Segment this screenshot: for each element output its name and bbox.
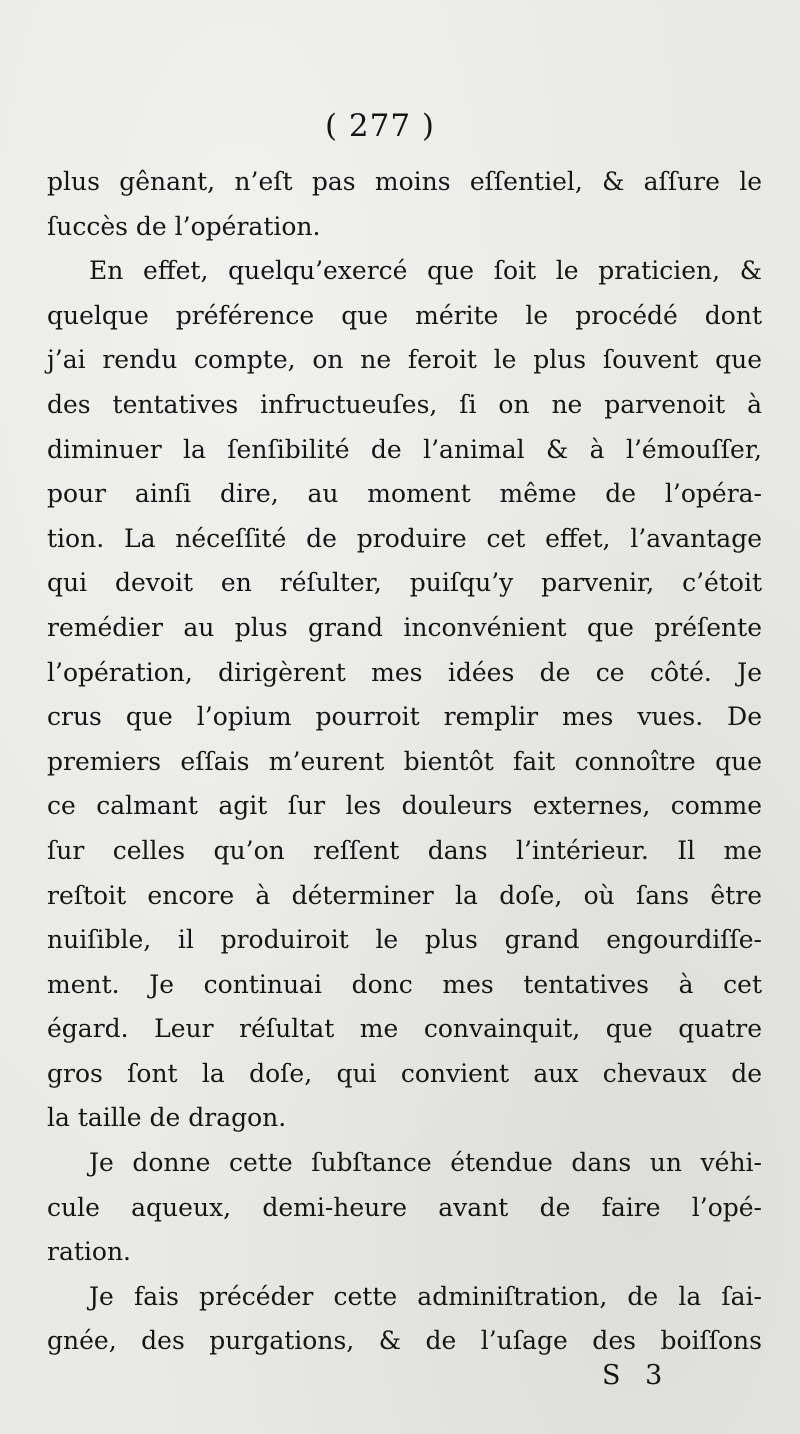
- text-line: l’opération, dirigèrent mes idées de ce côté. Je: [47, 657, 762, 687]
- text-line: des tentatives infructueuſes, ſi on ne parvenoit à: [47, 389, 762, 419]
- text-line: diminuer la ſenſibilité de l’animal & à l’émouſſer,: [47, 434, 762, 464]
- text-line: gros ſont la doſe, qui convient aux chevaux de: [47, 1058, 762, 1088]
- text-line: nuiſible, il produiroit le plus grand engourdiſſe-: [47, 925, 762, 955]
- body-text: [47, 160, 762, 1364]
- text-line: crus que l’opium pourroit remplir mes vues. De: [47, 702, 762, 732]
- text-line: tion. La néceſſité de produire cet effet, l’avantage: [47, 523, 762, 553]
- text-line: gnée, des purgations, & de l’uſage des boiſſons: [47, 1326, 762, 1356]
- paragraph-start-line: En effet, quelqu’exercé que ſoit le praticien, &: [89, 256, 762, 286]
- text-line: j’ai rendu compte, on ne feroit le plus ſouvent que: [47, 345, 762, 375]
- text-line: pour ainſi dire, au moment même de l’opéra-: [47, 479, 762, 509]
- text-line: ſur celles qu’on reſſent dans l’intérieur. Il me: [47, 835, 762, 865]
- text-line: remédier au plus grand inconvénient que préſente: [47, 612, 762, 642]
- text-line: quelque préférence que mérite le procédé dont: [47, 300, 762, 330]
- paragraph-start-line: Je fais précéder cette adminiſtration, de la ſai-: [89, 1281, 762, 1311]
- text-line: premiers eſſais m’eurent bientôt fait connoître que: [47, 746, 762, 776]
- text-line: égard. Leur réſultat me convainquit, que quatre: [47, 1014, 762, 1044]
- text-line: qui devoit en réſulter, puiſqu’y parvenir, c’étoit: [47, 568, 762, 598]
- text-line: ration.: [47, 1237, 131, 1267]
- text-line: ce calmant agit ſur les douleurs externes, comme: [47, 791, 762, 821]
- text-line: ment. Je continuai donc mes tentatives à cet: [47, 969, 762, 999]
- paragraph-start-line: Je donne cette ſubſtance étendue dans un véhi-: [89, 1148, 762, 1178]
- page-number: ( 277 ): [324, 108, 436, 144]
- text-line: plus gênant, n’eſt pas moins eſſentiel, & aſſure le: [47, 167, 762, 196]
- signature-mark: S 3: [602, 1360, 671, 1391]
- text-line: cule aqueux, demi-heure avant de faire l’opé-: [47, 1192, 762, 1222]
- text-line: la taille de dragon.: [47, 1103, 287, 1133]
- text-line: reſtoit encore à déterminer la doſe, où ſans être: [47, 880, 762, 910]
- text-line: ſuccès de l’opération.: [47, 211, 321, 241]
